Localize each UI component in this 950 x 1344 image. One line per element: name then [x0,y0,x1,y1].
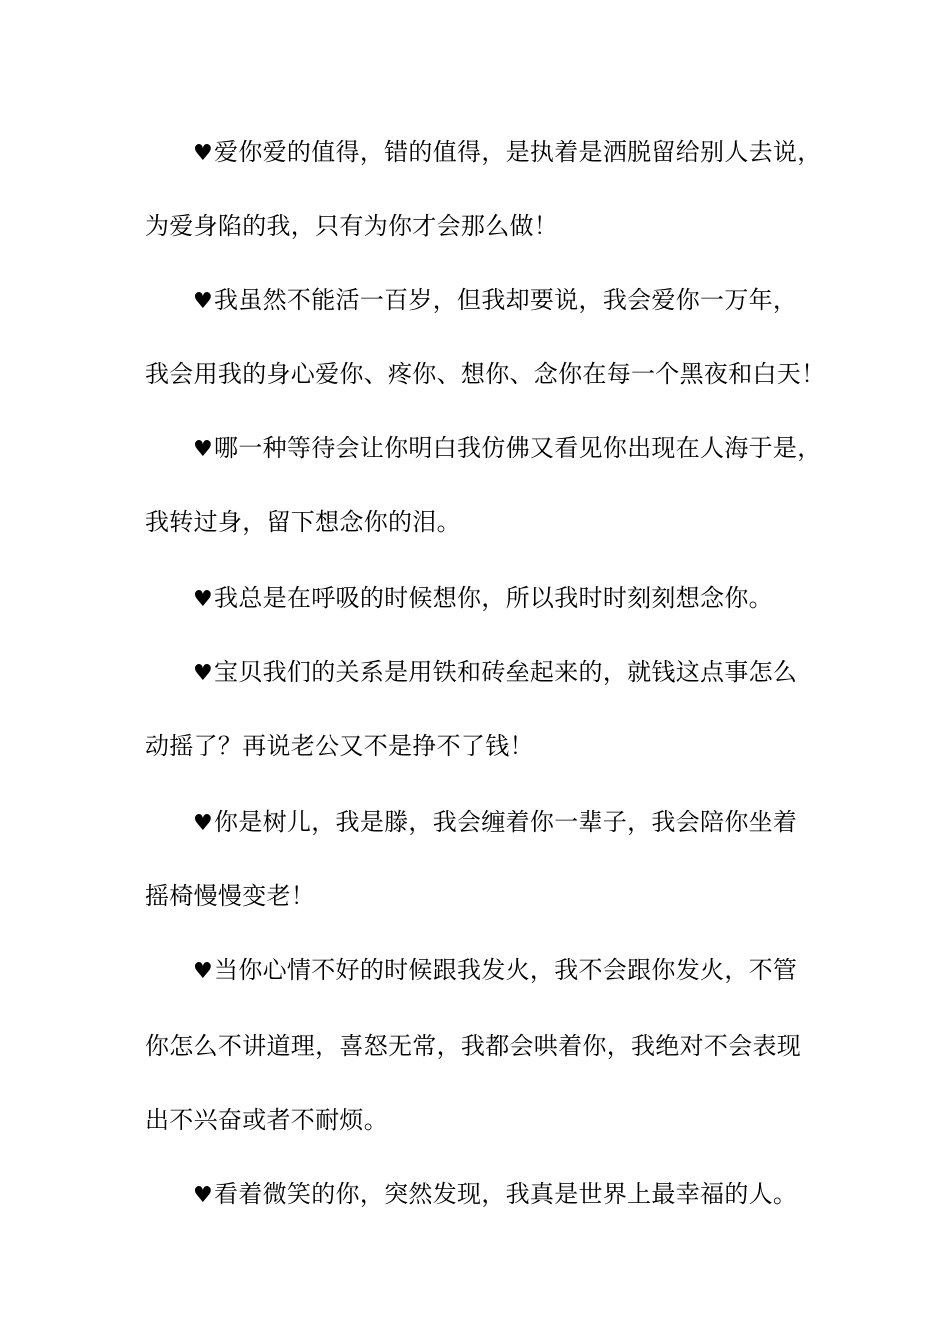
heart-icon: ♥ [193,959,214,984]
paragraph-text: 当你心情不好的时候跟我发火，我不会跟你发火，不管 [214,956,798,984]
paragraph-3-line-2 [145,507,461,537]
paragraph-text: 我虽然不能活一百岁，但我却要说，我会爱你一万年， [214,286,798,314]
heart-icon: ♥ [193,437,214,462]
paragraph-4-line-1 [193,583,773,615]
paragraph-text: 你怎么不讲道理，喜怒无常，我都会哄着你，我绝对不会表现 [145,1032,802,1060]
paragraph-text: 我总是在呼吸的时候想你，所以我时时刻刻想念你。 [214,584,773,612]
heart-icon: ♥ [193,141,214,166]
heart-icon: ♥ [193,289,214,314]
paragraph-text: 摇椅慢慢变老！ [145,882,316,910]
heart-icon: ♥ [193,811,214,836]
paragraph-7-line-1 [193,955,797,987]
paragraph-3-line-1 [193,433,822,465]
heart-icon: ♥ [193,661,214,686]
paragraph-2-line-2 [145,359,825,389]
paragraph-7-line-3 [145,1105,388,1135]
paragraph-text: 出不兴奋或者不耐烦。 [145,1106,388,1134]
paragraph-text: 为爱身陷的我，只有为你才会那么做！ [145,212,559,240]
heart-icon: ♥ [193,587,214,612]
paragraph-6-line-1 [193,807,797,839]
paragraph-5-line-1 [193,657,797,689]
paragraph-text: 你是树儿，我是滕，我会缠着你一辈子，我会陪你坐着 [214,808,798,836]
paragraph-5-line-2 [145,731,534,761]
heart-icon: ♥ [193,1183,214,1208]
paragraph-text: 看着微笑的你，突然发现，我真是世界上最幸福的人。 [214,1180,798,1208]
paragraph-6-line-2 [145,881,315,911]
paragraph-2-line-1 [193,285,797,317]
paragraph-text: 我转过身，留下想念你的泪。 [145,508,461,536]
paragraph-text: 我会用我的身心爱你、疼你、想你、念你在每一个黑夜和白天！ [145,360,826,388]
paragraph-text: 宝贝我们的关系是用铁和砖垒起来的，就钱这点事怎么 [214,658,798,686]
paragraph-8-line-1 [193,1179,797,1211]
paragraph-text: 动摇了？再说老公又不是挣不了钱！ [145,732,534,760]
paragraph-text: 哪一种等待会让你明白我仿佛又看见你出现在人海于是， [214,434,822,462]
paragraph-text: 爱你爱的值得，错的值得，是执着是洒脱留给别人去说， [214,138,822,166]
paragraph-7-line-2 [145,1031,801,1061]
paragraph-1-line-2 [145,211,558,241]
paragraph-1-line-1 [193,137,822,169]
